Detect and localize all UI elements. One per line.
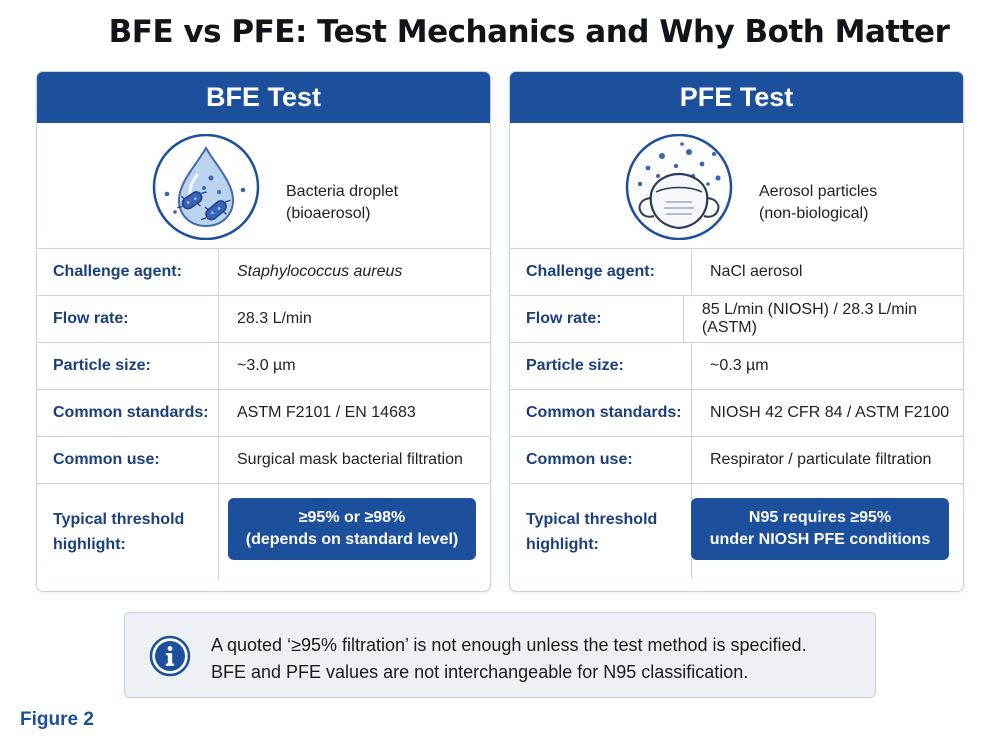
threshold-label-line1: Typical threshold xyxy=(53,510,185,528)
pfe-illustration xyxy=(510,123,963,249)
pfe-panel-header: PFE Test xyxy=(510,72,963,123)
pfe-row-common-standards xyxy=(510,390,963,437)
pfe-row-flow-rate xyxy=(510,296,963,343)
row-label xyxy=(37,484,219,579)
row-label: Common standards: xyxy=(37,390,219,436)
pfe-threshold-highlight xyxy=(691,498,949,560)
row-value: Staphylococcus aureus xyxy=(237,263,403,280)
pfe-row-particle-size xyxy=(510,343,963,390)
respirator-aerosol-icon xyxy=(618,134,740,240)
pfe-caption-line1: Aerosol particles xyxy=(759,183,878,200)
info-note xyxy=(124,612,876,698)
note-line1: A quoted ‘≥95% filtration’ is not enough unless the test method is specified. xyxy=(211,635,807,655)
row-value: ASTM F2101 / EN 14683 xyxy=(237,404,416,421)
note-line2: BFE and PFE values are not interchangeable for N95 classification. xyxy=(211,662,749,682)
bfe-row-challenge-agent xyxy=(37,249,490,296)
bfe-caption-line2: (bioaerosol) xyxy=(286,205,371,222)
row-label: Flow rate: xyxy=(37,296,219,342)
row-label: Common use: xyxy=(510,437,692,483)
threshold-label-line2: highlight: xyxy=(53,535,126,553)
bfe-row-common-use xyxy=(37,437,490,484)
bfe-row-common-standards xyxy=(37,390,490,437)
info-icon xyxy=(149,635,191,677)
row-value: NIOSH 42 CFR 84 / ASTM F2100 xyxy=(710,404,950,421)
row-value: ~3.0 µm xyxy=(237,357,296,374)
row-label xyxy=(510,484,692,579)
bfe-caption xyxy=(286,181,398,225)
bfe-row-threshold xyxy=(37,484,490,579)
row-label: Particle size: xyxy=(510,343,692,389)
row-label: Challenge agent: xyxy=(510,249,692,295)
bfe-row-particle-size xyxy=(37,343,490,390)
row-label: Common standards: xyxy=(510,390,692,436)
pfe-row-challenge-agent xyxy=(510,249,963,296)
row-value: Surgical mask bacterial filtration xyxy=(237,451,463,468)
pfe-caption xyxy=(759,181,877,225)
bfe-threshold-highlight xyxy=(228,498,476,560)
pfe-row-threshold xyxy=(510,484,963,579)
note-text xyxy=(211,632,807,686)
bfe-row-flow-rate xyxy=(37,296,490,343)
threshold-line1: N95 requires ≥95% xyxy=(748,509,892,526)
pfe-row-common-use xyxy=(510,437,963,484)
row-value: ~0.3 µm xyxy=(710,357,769,374)
row-value: 28.3 L/min xyxy=(237,310,312,327)
threshold-line2: under NIOSH PFE conditions xyxy=(709,531,931,548)
figure-label: Figure 2 xyxy=(20,709,94,730)
threshold-label-line1: Typical threshold xyxy=(526,510,658,528)
row-label: Particle size: xyxy=(37,343,219,389)
row-label: Common use: xyxy=(37,437,219,483)
page-title: BFE vs PFE: Test Mechanics and Why Both Matter xyxy=(108,14,950,50)
bacteria-droplet-icon xyxy=(145,134,267,240)
row-value: NaCl aerosol xyxy=(710,263,803,280)
bfe-panel xyxy=(36,71,491,592)
bfe-panel-header: BFE Test xyxy=(37,72,490,123)
threshold-label-line2: highlight: xyxy=(526,535,599,553)
bfe-caption-line1: Bacteria droplet xyxy=(286,183,399,200)
row-value: 85 L/min (NIOSH) / 28.3 L/min (ASTM) xyxy=(701,301,918,336)
row-value: Respirator / particulate filtration xyxy=(710,451,932,468)
bfe-illustration xyxy=(37,123,490,249)
threshold-line1: ≥95% or ≥98% xyxy=(298,509,406,526)
row-label: Flow rate: xyxy=(510,296,684,342)
pfe-caption-line2: (non-biological) xyxy=(759,205,869,222)
row-label: Challenge agent: xyxy=(37,249,219,295)
threshold-line2: (depends on standard level) xyxy=(245,531,459,548)
pfe-panel xyxy=(509,71,964,592)
